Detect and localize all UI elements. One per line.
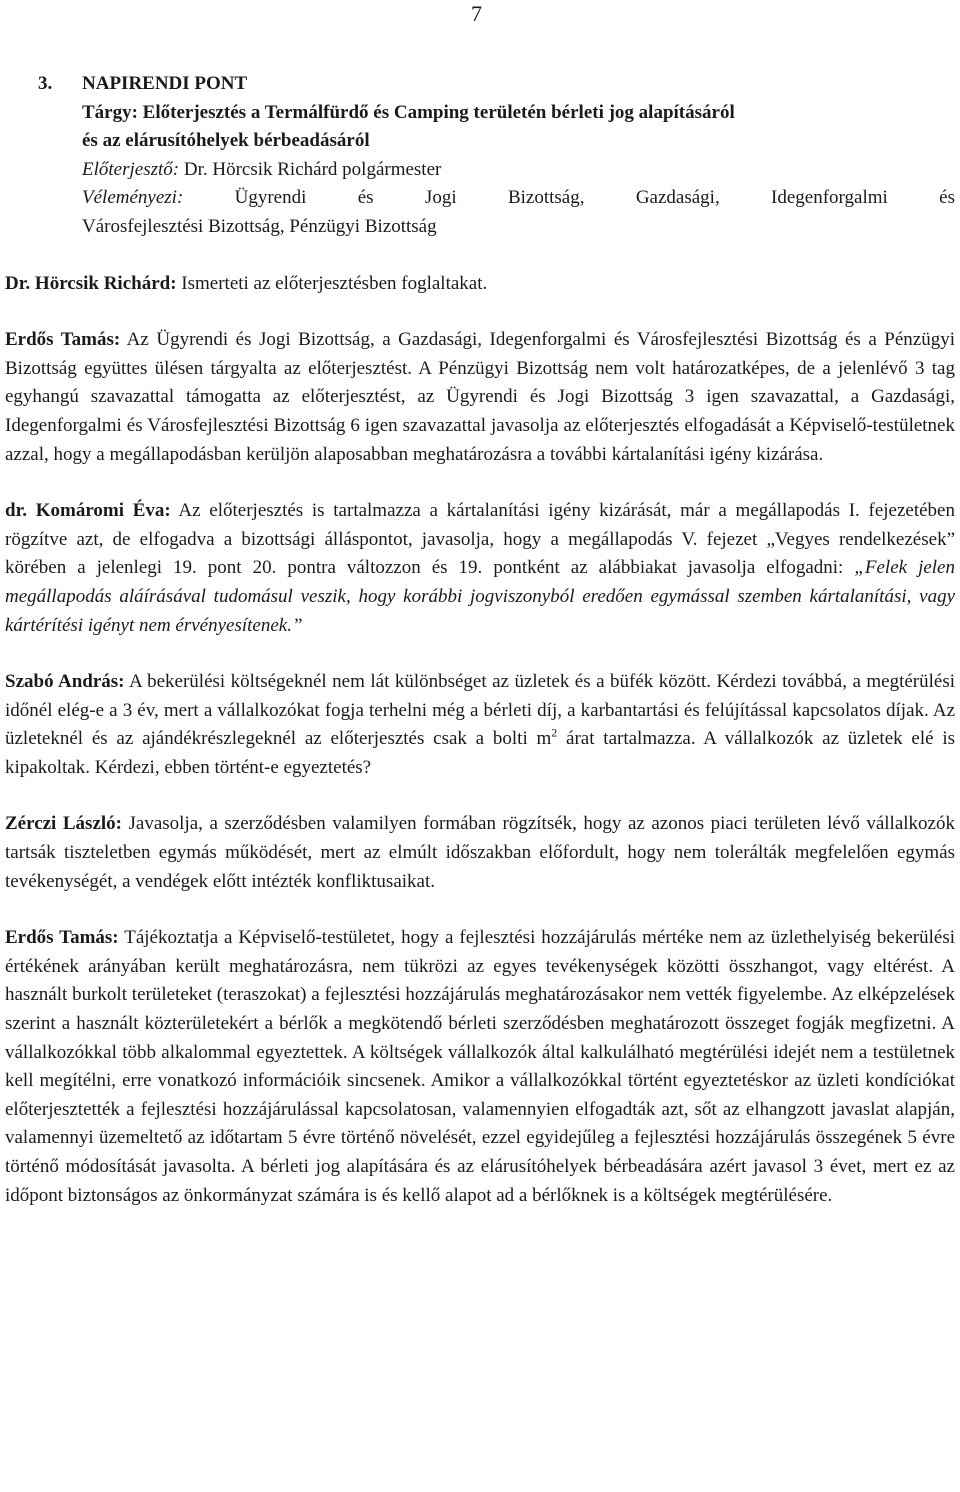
paragraph-erdos-1 [5,326,955,469]
speaker-name: Erdős Tamás: [5,927,119,949]
speaker-name: Komáromi Éva: [35,500,171,522]
agenda-number: 3. [38,73,53,94]
reviewers-value-line1: Ügyrendi és Jogi Bizottság, Gazdasági, Idegenforgalmi és [183,187,955,209]
page-number: 7 [471,1,482,26]
speaker-name: Dr. Hörcsik Richárd: [5,272,177,294]
agenda-subject-line2: és az elárusítóhelyek bérbeadásáról [82,130,370,152]
paragraph-erdos-2 [5,924,955,1210]
paragraph-text: Az előterjesztés is tartalmazza a kártalanítási igény kizárását, már a megállapodás I. fejezetében rögzítve azt, de elfogadva a bizottsági álláspontot, javasolja, hogy a megállapodás V. fejezet „Vegyes rendelkezések” körében a jelenlegi 19. pont 20. pontra változzon és 19. pontként az alábbiakat javasolja elfogadni: [5,500,955,579]
speaker-name: Erdős Tamás: [5,329,121,351]
speaker-prefix: dr. [5,500,36,522]
paragraph-text: Az Ügyrendi és Jogi Bizottság, a Gazdasági, Idegenforgalmi és Városfejlesztési Bizottság és a Pénzügyi Bizottság együttes ülésen tárgyalta az előterjesztést. A Pénzügyi Bizottság nem volt határozatképes, de a jelenlévő 3 tag egyhangú szavazattal támogatta az előterjesztést, az Ügyrendi és Jogi Bizottság 3 igen szavazattal, a Gazdasági, Idegenforgalmi és Városfejlesztési Bizottság 6 igen szavazattal javasolja az előterjesztés elfogadását a Képviselő-testületnek azzal, hogy a megállapodásban kerüljön alaposabban meghatározásra a további kártalanítási igény kizárása. [5,329,955,465]
speaker-name: Szabó András: [5,671,125,693]
paragraph-komaromi [5,497,955,640]
superscript: 2 [551,725,558,740]
paragraph-text: Javasolja, a szerződésben valamilyen formában rögzítsék, hogy az azonos piaci területen lévő vállalkozók tartsák tiszteletben egymás működését, mert az elmúlt időszakban előfordult, hogy nem tolerálták megfelelően egymás tevékenységét, a vendégek előtt intézték konfliktusaikat. [5,813,955,892]
speaker-name: Zérczi László: [5,813,122,835]
paragraph-text: A bekerülési költségeknél nem lát különbséget az üzletek és a büfék között. Kérdezi továbbá, a megtérülési időnél elég-e a 3 év, mert a vállalkozókat fogja terhelni még a bérleti díj, a karbantartási és felújítással kapcsolatos díjak. Az üzleteknél és az ajándékrészlegeknél az előterjesztés csak a bolti m [5,671,956,750]
presenter-label: Előterjesztő: [82,158,180,180]
agenda-heading [5,70,955,242]
agenda-reviewers-line2: Városfejlesztési Bizottság, Pénzügyi Bizottság [82,215,437,237]
paragraph-zerczi [5,810,955,896]
paragraph-text-cont: árat tartalmazza. A vállalkozók az üzletek elé is kipakoltak. Kérdezi, ebben történt-e egyeztetés? [5,728,955,778]
agenda-subject-line1: Tárgy: Előterjesztés a Termálfürdő és Camping területén bérleti jog alapításáról [82,101,735,123]
agenda-reviewers-line1 [5,184,955,213]
agenda-presenter [5,156,955,185]
document-body [5,70,955,1210]
reviewers-label: Véleményezi: [82,187,184,209]
agenda-title: NAPIRENDI PONT [82,73,248,94]
agenda-title-line [5,70,955,99]
presenter-value: Dr. Hörcsik Richárd polgármester [179,158,442,180]
quoted-proposal: „Felek jelen megállapodás aláírásával tudomásul veszik, hogy korábbi jogviszonyból eredően egymással szemben kártalanítási, vagy kártérítési igényt nem érvényesítenek.” [5,557,955,636]
paragraph-text: Tájékoztatja a Képviselő-testületet, hogy a fejlesztési hozzájárulás mértéke nem az üzlethelyiség bekerülési értékének arányában került meghatározásra, nem tükrözi az egyes tevékenységek közötti összhangot, vagy eltérést. A használt burkolt területeket (teraszokat) a fejlesztési hozzájárulás meghatározásakor nem vették figyelembe. Az elképzelések szerint a használt közterületekért a bérlők a megkötendő bérleti szerződésben meghatározott összeget fogják megfizetni. A vállalkozókkal több alkalommal egyeztettek. A költségek vállalkozók által kalkulálható megtérülési idejét nem a testületnek kell megítélni, erre vonatkozó információik sincsenek. Amikor a vállalkozókkal történt egyeztetéskor az üzleti kondíciókat előterjesztették a fejlesztési hozzájárulással kapcsolatosan, valamennyien elfogadták azt, sőt az elhangzott javaslat alapján, valamennyi üzemeltető az időtartam 5 évre történő növelését, ezzel egyidejűleg a fejlesztési hozzájárulás összegének 5 évre történő módosítását javasolta. A bérleti jog alapítására és az elárusítóhelyek bérbeadására azért javasol 3 évet, mert ez az időpont biztonságos az önkormányzat számára is és kellő alapot ad a bérlőknek is a költségek megtérülésére. [5,927,955,1206]
paragraph-szabo [5,668,955,782]
paragraph-horcsik [5,270,955,299]
paragraph-text: Ismerteti az előterjesztésben foglaltakat. [176,272,488,294]
